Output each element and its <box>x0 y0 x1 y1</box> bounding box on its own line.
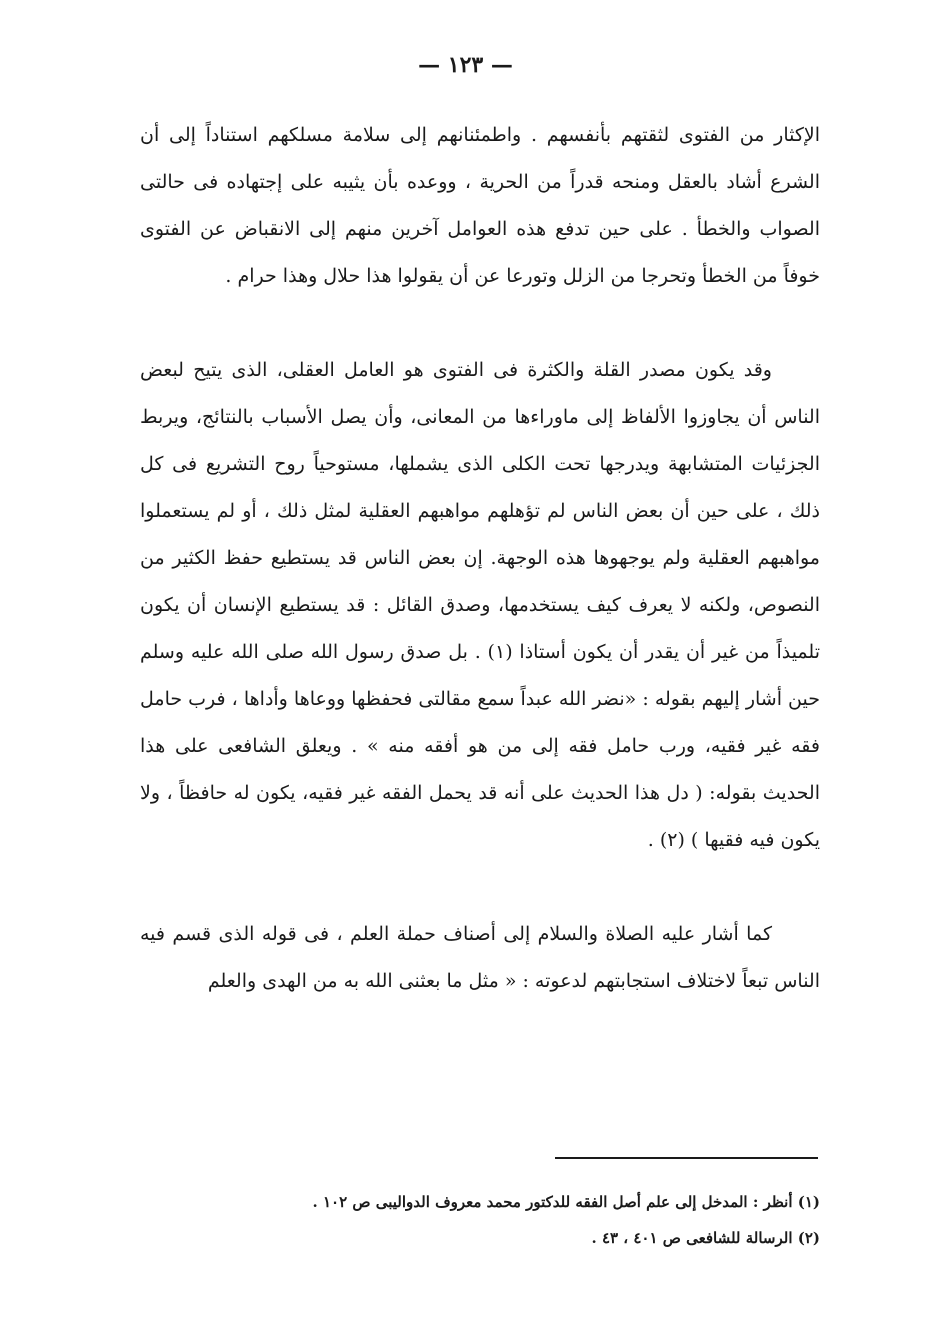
paragraph-3: كما أشار عليه الصلاة والسلام إلى أصناف حملة العلم ، فى قوله الذى قسم فيه الناس تبعاً لاختلاف استجابتهم لدعوته : « مثل ما بعثنى الله به من الهدى والعلم <box>140 923 820 992</box>
footnote-separator <box>555 1157 818 1159</box>
footnote-2: (٢) الرسالة للشافعى ص ٤٠١ ، ٤٣ . <box>591 1229 820 1247</box>
footnote-1: (١) أنظر : المدخل إلى علم أصل الفقه للدكتور محمد معروف الدواليبى ص ١٠٢ . <box>312 1193 820 1211</box>
page-number: — ١٢٣ — <box>418 52 513 78</box>
main-text <box>140 112 820 1005</box>
footnotes <box>140 1184 820 1256</box>
paragraph-2: وقد يكون مصدر القلة والكثرة فى الفتوى هو العامل العقلى، الذى يتيح لبعض الناس أن يجاوزوا الألفاظ إلى ماوراءها من المعانى، وأن يصل الأسباب بالنتائج، ويربط الجزئيات المتشابهة ويدرجها تحت الكلى الذى يشملها، مستوحياً روح التشريع فى كل ذلك ، على حين أن بعض الناس لم تؤهلهم مواهبهم العقلية لمثل ذلك ، أو لم يستعملوا مواهبهم العقلية ولم يوجهوها هذه الوجهة. إن بعض الناس قد يستطيع حفظ الكثير من النصوص، ولكنه لا يعرف كيف يستخدمها، وصدق القائل : قد يستطيع الإنسان أن يكون تلميذاً من غير أن يقدر أن يكون أستاذا (١) . بل صدق رسول الله صلى الله عليه وسلم حين أشار إليهم بقوله : «نضر الله عبداً سمع مقالتى فحفظها ووعاها وأداها ، فرب حامل فقه غير فقيه، ورب حامل فقه إلى من هو أفقه منه » . ويعلق الشافعى على هذا الحديث بقوله: ( دل هذا الحديث على أنه قد يحمل الفقه غير فقيه، يكون له حافظاً ، ولا يكون فيه فقيها ) (٢) . <box>140 359 821 851</box>
paragraph-1: الإكثار من الفتوى لثقتهم بأنفسهم . واطمئنانهم إلى سلامة مسلكهم استناداً إلى أن الشرع أشاد بالعقل ومنحه قدراً من الحرية ، ووعده بأن يثيبه على إجتهاده فى حالتى الصواب والخطأ . على حين تدفع هذه العوامل آخرين منهم إلى الانقباض عن الفتوى خوفاً من الخطأ وتحرجا من الزلل وتورعا عن أن يقولوا هذا حلال وهذا حرام . <box>140 124 820 287</box>
